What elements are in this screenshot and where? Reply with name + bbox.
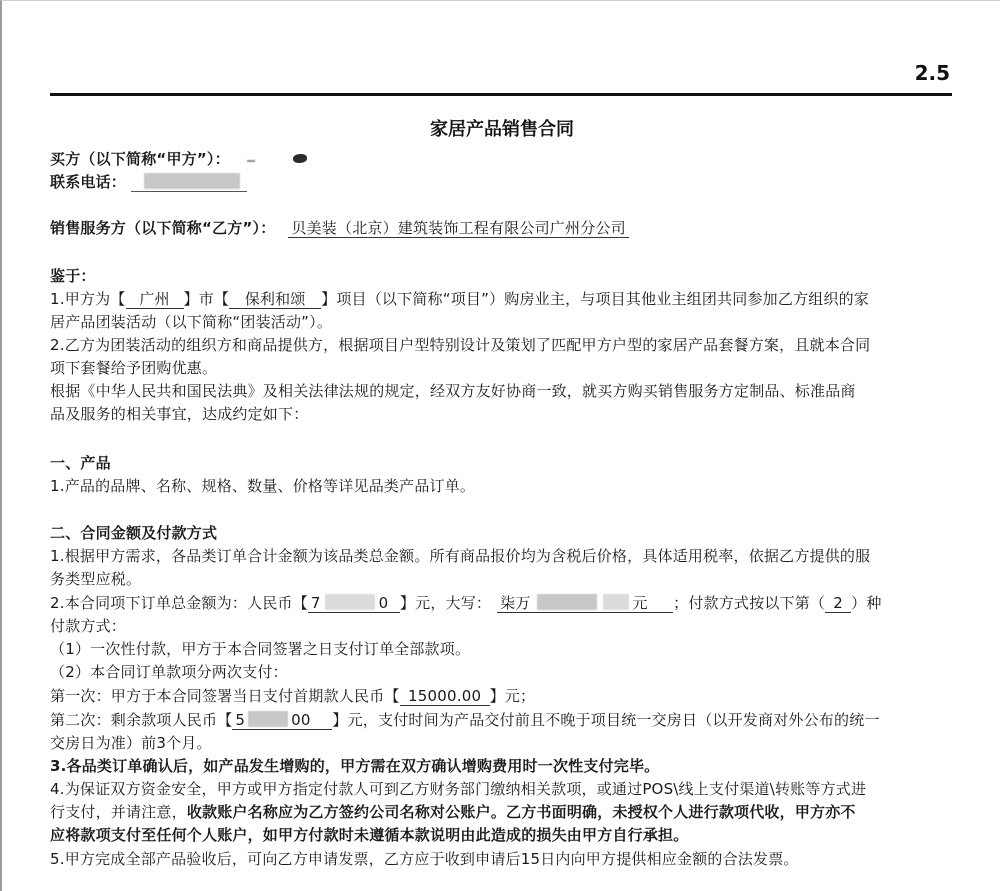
- document-title: 家居产品销售合同: [430, 119, 574, 140]
- total-amount-field: [308, 594, 400, 613]
- section-2-clause-3: 3.各品类订单确认后，如产品发生增购的，甲方需在双方确认增购费用时一次性支付完毕。: [50, 757, 660, 775]
- buyer-label: 买方（以下简称“甲方”）：: [50, 150, 230, 168]
- second-payment-line-2: 交房日为准）前3个月。: [50, 734, 212, 752]
- section-2-clause-5: 5.甲方完成全部产品验收后，可向乙方申请发票，乙方应于收到申请后15日内向甲方提供相应金额的合法发票。: [50, 850, 799, 868]
- section-1-clause-1: 1.产品的品牌、名称、规格、数量、价格等详见品类产品订单。: [50, 477, 476, 495]
- recital-1-text-a: 1.甲方为【: [50, 290, 126, 308]
- city-field: 广州: [126, 290, 184, 309]
- section-1-heading: 一、产品: [50, 454, 111, 472]
- seller-label: 销售服务方（以下简称“乙方”）：: [50, 219, 276, 237]
- first-payment-text-b: 】元；: [489, 687, 536, 705]
- section-2-clause-2-line-1: [50, 592, 882, 614]
- payment-option-2: （2）本合同订单款项分两次支付：: [50, 663, 288, 681]
- recital-1-text-c: 】项目（以下简称“项目”）购房业主，与项目其他业主组团共同参加乙方组织的家: [321, 290, 870, 308]
- section-2-heading: 二、合同金额及付款方式: [50, 524, 218, 542]
- section-2-clause-4-line-3: 应将款项支付至任何个人账户，如甲方付款时未遵循本款说明由此造成的损失由甲方自行承担。: [50, 826, 689, 844]
- section-2-clause-1-line-1: 1.根据甲方需求，各品类订单合计金额为该品类总金额。所有商品报价均为含税后价格，具体适用税率，依据乙方提供的服: [50, 547, 871, 565]
- redaction-smudge: [293, 154, 307, 163]
- recital-1-line-2: 居产品团装活动（以下简称“团装活动”）。: [50, 313, 333, 331]
- first-payment-text-a: 第一次：甲方于本合同签署当日支付首期款人民币【: [50, 687, 400, 705]
- recital-1-line-1: [50, 288, 869, 310]
- second-payment-text-a: 第二次：剩余款项人民币【: [50, 711, 233, 729]
- redacted-phone: [144, 173, 240, 189]
- payment-option-field: 2: [825, 594, 851, 613]
- section-2-clause-2-line-2: 付款方式：: [50, 617, 127, 635]
- phone-line: [50, 171, 247, 193]
- seller-name: 贝美装（北京）建筑装饰工程有限公司广州分公司: [288, 219, 628, 238]
- clause-2-text-c: ；付款方式按以下第（: [673, 594, 826, 612]
- redacted-phone-field: [131, 173, 247, 192]
- seller-line: [50, 217, 629, 239]
- clause-2-text-b: 】元，大写：: [399, 594, 492, 612]
- redacted-amount-words-2: [603, 594, 629, 610]
- clause-2-text-d: ）种: [851, 594, 882, 612]
- redacted-buyer-name: [247, 160, 255, 162]
- recital-2-line-2: 项下套餐给予团购优惠。: [50, 359, 218, 377]
- section-2-clause-4-line-2: [50, 801, 856, 823]
- clause-4-bold-text: 收款账户名称应为乙方签约公司名称对公账户。乙方书面明确，未授权个人进行款项代收，甲方亦不: [186, 803, 856, 821]
- recital-2-line-1: 2.乙方为团装活动的组织方和商品提供方，根据项目户型特别设计及策划了匹配甲方户型的家居产品套餐方案，且就本合同: [50, 336, 871, 354]
- project-field: 保利和颂: [229, 290, 321, 309]
- page-number: 2.5: [914, 61, 950, 85]
- buyer-line: [50, 148, 307, 170]
- second-amount-start: 5: [235, 711, 246, 729]
- amount-in-words-field: [497, 594, 673, 613]
- redacted-second-amount: [248, 711, 288, 727]
- total-amount-end: 0: [378, 594, 389, 612]
- section-2-clause-1-line-2: 务类型应税。: [50, 570, 142, 588]
- second-payment-amount-field: [232, 711, 332, 730]
- second-amount-end: 00: [291, 711, 311, 729]
- recital-1-text-b: 】市【: [183, 290, 230, 308]
- first-payment-amount: 15000.00: [400, 687, 490, 706]
- redacted-amount-words-1: [537, 594, 597, 610]
- header-rule: [50, 93, 952, 96]
- amount-words-end: 元: [632, 594, 648, 612]
- recital-3-line-2: 品及服务的相关事宜，达成约定如下：: [50, 405, 309, 423]
- clause-2-text-a: 2.本合同项下订单总金额为：人民币【: [50, 594, 308, 612]
- section-2-clause-4-line-1: 4.为保证双方资金安全，甲方或甲方指定付款人可到乙方财务部门缴纳相关款项，或通过POS\线上支付渠道\转账等方式进: [50, 780, 867, 798]
- redacted-total-amount: [325, 594, 375, 610]
- recitals-heading: 鉴于：: [50, 267, 96, 285]
- second-payment-text-b: 】元，支付时间为产品交付前且不晚于项目统一交房日（以开发商对外公布的统一: [332, 711, 880, 729]
- phone-label: 联系电话：: [50, 173, 127, 191]
- second-payment-line-1: [50, 709, 880, 731]
- clause-4-plain-text: 行支付，并请注意，: [50, 803, 187, 821]
- recital-3-line-1: 根据《中华人民共和国民法典》及相关法律法规的规定，经双方友好协商一致，就买方购买销售服务方定制品、标准品商: [50, 382, 856, 400]
- first-payment-line: [50, 685, 535, 707]
- payment-option-1: （1）一次性付款，甲方于本合同签署之日支付订单全部款项。: [50, 640, 471, 658]
- amount-words-start: 柒万: [500, 594, 531, 612]
- total-amount-start: 7: [310, 594, 321, 612]
